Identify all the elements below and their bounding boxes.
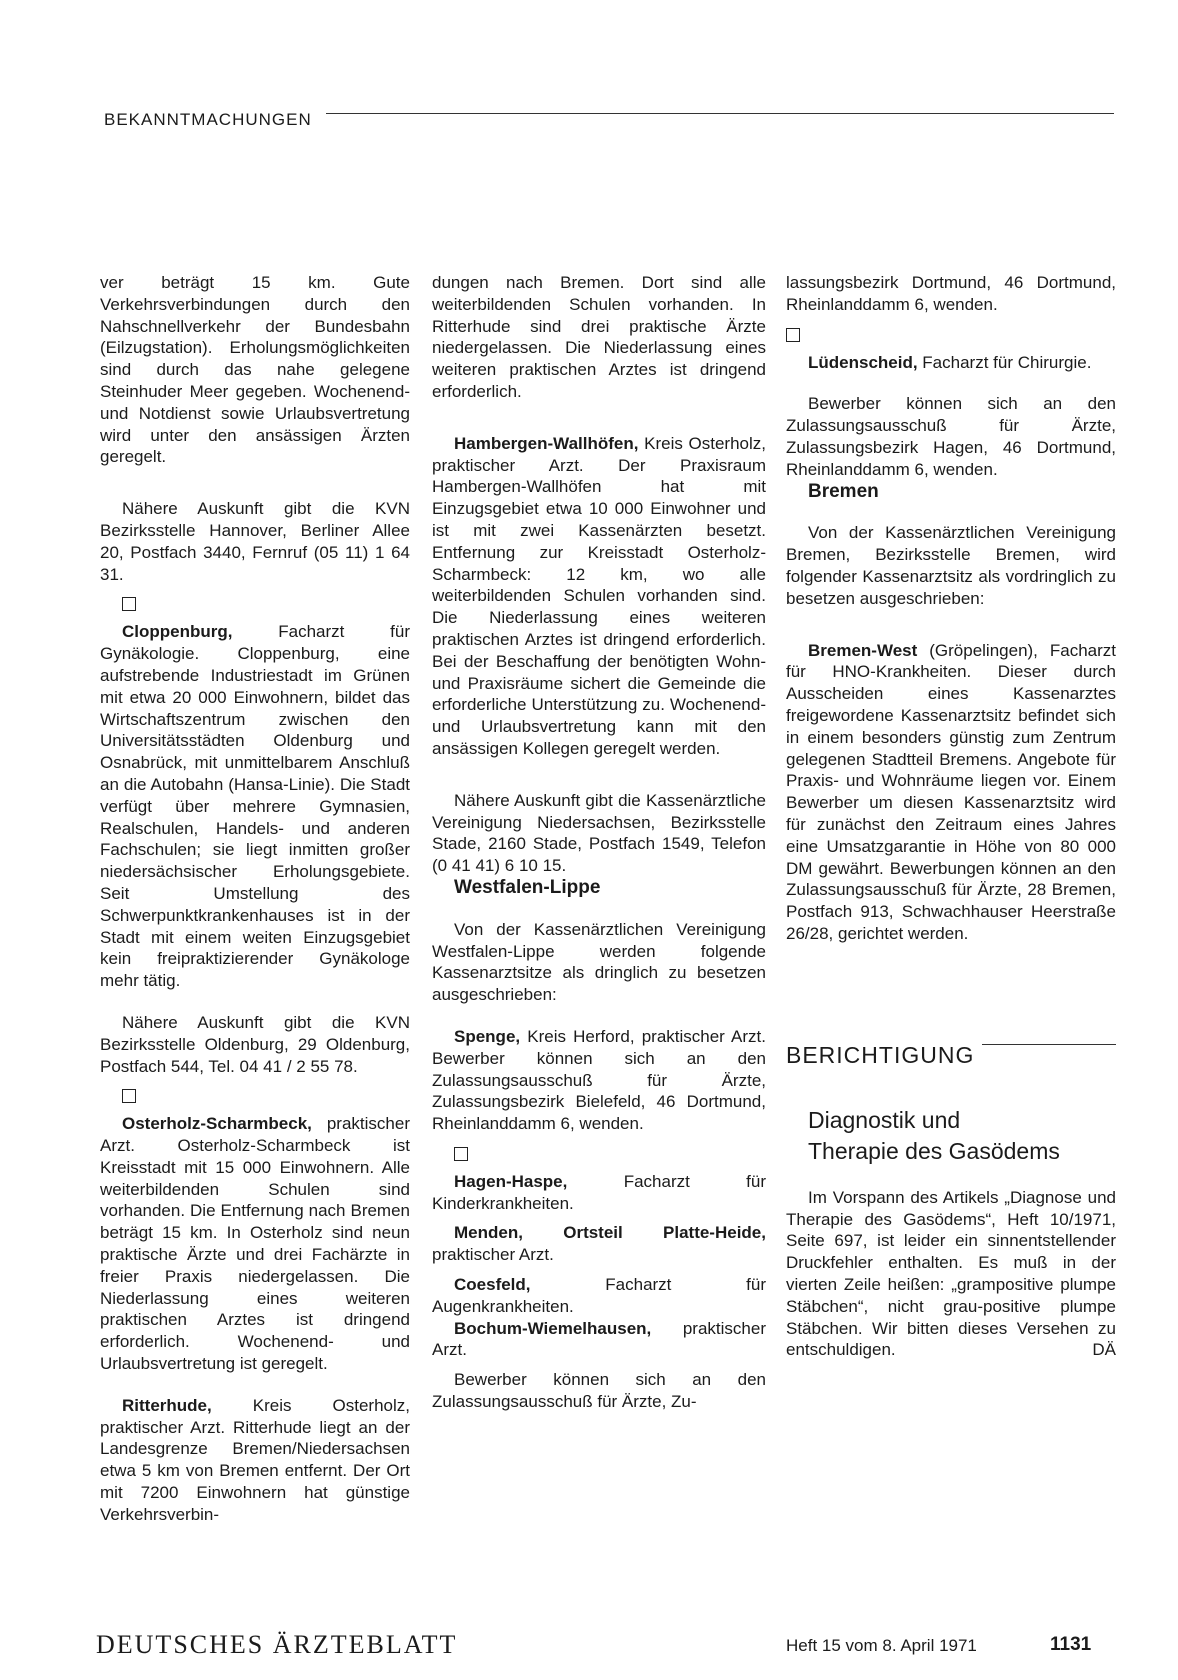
entry-text: Facharzt für Kinderkrankheiten. xyxy=(432,1171,766,1213)
berichtigung-heading: BERICHTIGUNG xyxy=(786,1042,982,1068)
berichtigung-rule xyxy=(980,1044,1116,1045)
paragraph: Von der Kassenärztlichen Vereinigung Bremen, Bezirksstelle Bremen, wird folgender Kassenarztsitz als vordringlich zu besetzen ausgeschrieben: xyxy=(786,523,1116,608)
berichtigung-text: Im Vorspann des Artikels „Diagnose und Therapie des Gasödems“, Heft 10/1971, Seite 697, ist leider ein sinnentstellender Druckfehler enthalten. Es muß in der vierten Zeile heißen: „grampositive plumpe Stäbchen“, nicht grau-positive plumpe Stäbchen. Wir bitten dieses Versehen zu entschuldigen. DÄ xyxy=(786,1187,1116,1360)
journal-name: DEUTSCHES ÄRZTEBLATT xyxy=(96,1630,458,1659)
column-2 xyxy=(432,272,766,1413)
paragraph: lassungsbezirk Dortmund, 46 Dortmund, Rheinlanddamm 6, wenden. xyxy=(786,273,1116,314)
region-heading: Bremen xyxy=(808,480,879,502)
region-heading: Westfalen-Lippe xyxy=(454,876,601,898)
entry-hambergen xyxy=(432,433,766,760)
paragraph: Von der Kassenärztlichen Vereinigung Westfalen-Lippe werden folgende Kassenarztsitze als dringlich zu besetzen ausgeschrieben: xyxy=(432,919,766,1005)
entry-title: Cloppenburg, xyxy=(122,622,233,642)
entry-cloppenburg xyxy=(100,621,410,992)
entry-text: (Gröpelingen), Facharzt für HNO-Krankheiten. Dieser durch Ausscheiden eines Kassenarztes freigewordene Kassenarztsitz befindet sich in einem besonders günstig zum Zentrum gelegenen Stadtteil Bremens. Angebote für Praxis- und Wohnräume liegen vor. Einem Bewerber um diesen Kassenarztsitz wird für zunächst den Zeitraum eines Jahres eine Umsatzgarantie in Höhe von 80 000 DM gewährt. Bewerbungen können an den Zulassungsausschuß für Ärzte, 28 Bremen, Postfach 913, Schwachhauser Heerstraße 26/28, gerichtet werden. xyxy=(786,640,1116,943)
entry-text: Facharzt für Gynäkologie. Cloppenburg, eine aufstrebende Industriestadt im Grünen mit etwa 20 000 Einwohnern, bildet das Wirtschaftszentrum zwischen den Universitätsstädten Oldenburg und Osnabrück, mit unmittelbarem Anschluß an die Autobahn (Hansa-Linie). Die Stadt verfügt über mehrere Gymnasien, Realschulen, Handels- und anderen Fachschulen; sie liegt inmitten großer niedersächsischer Erholungsgebiete. Seit Umstellung des Schwerpunktkrankenhauses ist in der Stadt mit einem weiten Einzugsgebiet kein freipraktizierender Gynäkologe mehr tätig. xyxy=(100,622,410,991)
entry-title: Menden, Ortsteil Platte-Heide, xyxy=(454,1223,766,1243)
issue-info: Heft 15 vom 8. April 1971 xyxy=(786,1636,977,1655)
entry-bochum xyxy=(432,1318,766,1362)
column-3 xyxy=(786,272,1116,1361)
entry-title: Bochum-Wiemelhausen, xyxy=(454,1318,652,1338)
entry-text: Kreis Osterholz, praktischer Arzt. Der Praxisraum Hambergen-Wallhöfen hat mit Einzugsgebiet etwa 10 000 Einwohner und ist mit zwei Kassenärzten besetzt. Entfernung zur Kreisstadt Osterholz-Scharmbeck: 12 km, wo alle weiterbildenden Schulen vorhanden sind. Die Niederlassung eines weiteren praktischen Arztes ist dringend erforderlich. Bei der Beschaffung der benötigten Wohn- und Praxisräume sichert die Gemeinde die erforderliche Unterstützung zu. Wochenend- und Urlaubsvertretung kann mit den ansässigen Kollegen geregelt werden. xyxy=(432,433,766,758)
article-title-line-1: Diagnostik und xyxy=(808,1106,961,1133)
paragraph: Nähere Auskunft gibt die KVN Bezirksstelle Hannover, Berliner Allee 20, Postfach 3440, Fernruf (05 11) 1 64 31. xyxy=(100,499,410,584)
entry-ritterhude xyxy=(100,1395,410,1526)
entry-luedenscheid xyxy=(786,352,1116,374)
paragraph: dungen nach Bremen. Dort sind alle weiterbildenden Schulen vorhanden. In Ritterhude sind drei praktische Ärzte niedergelassen. Die Niederlassung eines weiteren praktischen Arztes ist dringend erforderlich. xyxy=(432,273,766,401)
entry-text: praktischer Arzt. Osterholz-Scharmbeck ist Kreisstadt mit 15 000 Einwohnern. Alle weiterbildenden Schulen sind vorhanden. Die Entfernung nach Bremen beträgt 15 km. In Osterholz sind neun praktische Ärzte und drei Fachärzte in freier Praxis niedergelassen. Die Niederlassung eines weiteren praktischen Arztes ist dringend erforderlich. Wochenend- und Urlaubsvertretung ist geregelt. xyxy=(100,1114,410,1374)
entry-osterholz xyxy=(100,1113,410,1375)
entry-text: praktischer Arzt. xyxy=(432,1318,766,1360)
checkbox-square-icon xyxy=(454,1147,468,1161)
entry-text: praktischer Arzt. xyxy=(432,1245,554,1265)
paragraph: Nähere Auskunft gibt die KVN Bezirksstelle Oldenburg, 29 Oldenburg, Postfach 544, Tel. 04 41 / 2 55 78. xyxy=(100,1012,410,1076)
entry-title: Spenge, xyxy=(454,1026,521,1046)
entry-text: Kreis Herford, praktischer Arzt. Bewerber können sich an den Zulassungsausschuß für Ärzte, Zulassungsbezirk Bielefeld, 46 Dortmund, Rheinlanddamm 6, wenden. xyxy=(432,1026,766,1134)
entry-title: Osterholz-Scharmbeck, xyxy=(122,1114,312,1134)
entry-title: Coesfeld, xyxy=(454,1275,531,1295)
paragraph: ver beträgt 15 km. Gute Verkehrsverbindungen durch den Nahschnellverkehr der Bundesbahn (Eilzugstation). Erholungsmöglichkeiten sind durch das nahe gelegene Steinhuder Meer gegeben. Wochenend- und Notdienst sowie Urlaubsvertretung wird unter den ansässigen Ärzten geregelt. xyxy=(100,273,410,467)
entry-spenge xyxy=(432,1026,766,1135)
header-rule xyxy=(326,113,1114,114)
entry-title: Hambergen-Wallhöfen, xyxy=(454,433,639,453)
checkbox-square-icon xyxy=(122,1089,136,1103)
section-header xyxy=(104,110,1114,134)
section-title: BEKANNTMACHUNGEN xyxy=(104,110,318,130)
column-1 xyxy=(100,272,410,1526)
entry-title: Ritterhude, xyxy=(122,1395,212,1415)
berichtigung-header xyxy=(786,1041,1116,1075)
article-title-line-2: Therapie des Gasödems xyxy=(808,1137,1060,1164)
paragraph: Bewerber können sich an den Zulassungsausschuß für Ärzte, Zulassungsbezirk Hagen, 46 Dortmund, Rheinlanddamm 6, wenden. xyxy=(786,394,1116,479)
checkbox-square-icon xyxy=(786,328,800,342)
page-number: 1131 xyxy=(1050,1634,1092,1655)
checkbox-square-icon xyxy=(122,597,136,611)
entry-title: Lüdenscheid, xyxy=(808,352,918,372)
entry-bremen-west xyxy=(786,640,1116,945)
entry-title: Bremen-West xyxy=(808,640,918,660)
entry-title: Hagen-Haspe, xyxy=(454,1171,568,1191)
entry-coesfeld xyxy=(432,1274,766,1318)
entry-text: Kreis Osterholz, praktischer Arzt. Ritterhude liegt an der Landesgrenze Bremen/Niedersachsen etwa 5 km von Bremen entfernt. Der Ort mit 7200 Einwohnern hat günstige Verkehrsverbin- xyxy=(100,1395,410,1524)
entry-text: Facharzt für Chirurgie. xyxy=(917,352,1092,372)
paragraph: Nähere Auskunft gibt die Kassenärztliche Vereinigung Niedersachsen, Bezirksstelle Stade, 2160 Stade, Postfach 1549, Telefon (0 41 41) 6 10 15. xyxy=(432,790,766,876)
article-title-block xyxy=(786,1105,1116,1167)
entry-text: Facharzt für Augenkrankheiten. xyxy=(432,1275,766,1316)
paragraph: Bewerber können sich an den Zulassungsausschuß für Ärzte, Zu- xyxy=(432,1370,766,1412)
entry-hagen xyxy=(432,1171,766,1215)
entry-menden xyxy=(432,1222,766,1266)
signature: DÄ xyxy=(1092,1340,1116,1360)
